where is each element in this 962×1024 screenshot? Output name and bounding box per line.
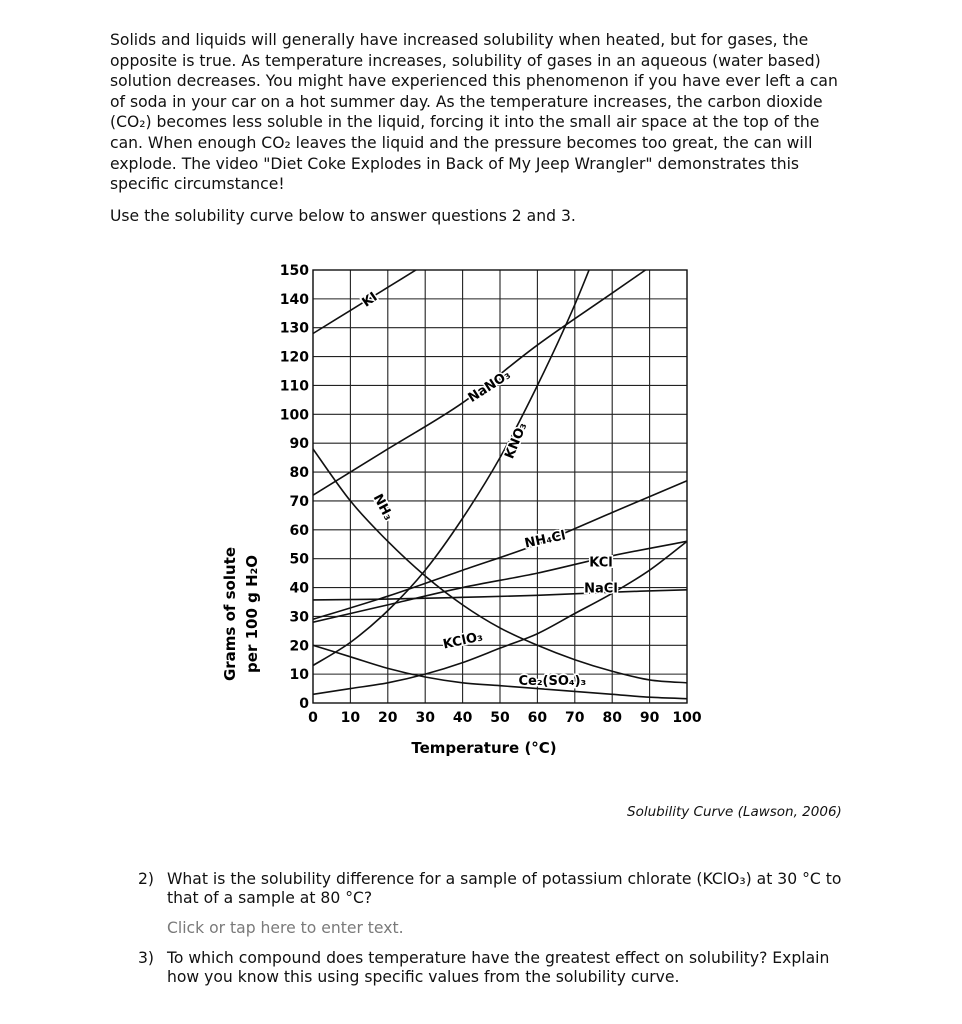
series-label-nh3: NH₃	[369, 491, 396, 524]
series-label-nacl: NaCl	[584, 581, 618, 597]
x-axis-label: Temperature (°C)	[411, 739, 557, 757]
y-tick-label: 110	[279, 378, 309, 395]
x-tick-label: 0	[308, 710, 318, 726]
y-tick-label: 150	[279, 263, 309, 279]
x-tick-label: 60	[527, 710, 548, 726]
x-tick-label: 90	[639, 710, 660, 726]
series-label-kcl: KCl	[589, 555, 613, 571]
y-tick-label: 30	[289, 609, 309, 626]
y-axis-label-line2: per 100 g H₂O	[243, 555, 261, 673]
x-tick-label: 70	[565, 710, 585, 726]
answer-input[interactable]: Click or tap here to enter text.	[167, 919, 404, 937]
y-axis-label-line1: Grams of solute	[221, 546, 239, 682]
question-number: 3)	[138, 949, 155, 967]
series-label-group	[523, 528, 567, 551]
x-tick-label: 50	[490, 710, 510, 726]
y-tick-label: 50	[289, 551, 309, 568]
y-tick-label: 10	[289, 667, 309, 684]
chart-ticks	[280, 263, 702, 726]
series-label-ce2-so4-3: Ce₂(SO₄)₃	[518, 673, 587, 689]
series-label-group	[584, 582, 618, 597]
y-tick-label: 0	[299, 696, 309, 712]
y-tick-label: 140	[279, 291, 309, 308]
y-tick-label: 100	[279, 407, 309, 424]
series-label-nh4cl: NH₄Cl	[523, 528, 568, 552]
series-label-group	[360, 290, 381, 311]
x-tick-label: 10	[340, 710, 361, 726]
series-label-group	[518, 674, 586, 689]
y-tick-label: 40	[289, 580, 309, 597]
chart-series-labels	[360, 290, 618, 689]
series-label-kno3: KNO₃	[502, 420, 531, 462]
series-label-group	[370, 492, 396, 523]
series-label-nano3: NaNO₃	[465, 367, 514, 406]
y-tick-label: 120	[279, 349, 309, 366]
x-tick-label: 40	[452, 710, 473, 726]
series-label-group	[502, 421, 530, 462]
series-label-ki: KI	[359, 289, 381, 311]
series-label-kclo3: KClO₃	[441, 629, 485, 653]
chart-caption: Solubility Curve (Lawson, 2006)	[627, 804, 842, 820]
y-tick-label: 80	[289, 465, 309, 482]
question-number: 2)	[138, 870, 155, 888]
x-tick-label: 100	[672, 710, 702, 726]
y-tick-label: 60	[289, 522, 309, 539]
x-tick-label: 20	[378, 710, 398, 726]
y-tick-label: 130	[279, 320, 309, 337]
y-tick-label: 90	[289, 436, 309, 453]
instruction-paragraph: Use the solubility curve below to answer questions 2 and 3.	[110, 207, 576, 225]
intro-paragraph: Solids and liquids will generally have increased solubility when heated, but for gases, the opposite is true. As temperature increases, solubility of gases in an aqueous (water based) solution decreases. You might have experienced this phenomenon if you have ever left a can of soda in your car on a hot summer day. As the temperature increases, the carbon dioxide (CO₂) becomes less soluble in the liquid, forcing it into the small air space at the top of the can. When enough CO₂ leaves the liquid and the pressure becomes too great, the can will explode. The video "Diet Coke Explodes in Back of My Jeep Wrangler" demonstrates this specific circumstance!	[110, 31, 838, 194]
question-text: What is the solubility difference for a sample of potassium chlorate (KClO₃) at 30 °C to that of a sample at 80 °C?	[167, 870, 842, 907]
y-tick-label: 70	[289, 493, 309, 510]
y-tick-label: 20	[289, 638, 309, 655]
chart-grid	[313, 270, 687, 703]
series-label-group	[589, 556, 613, 571]
question-text: To which compound does temperature have the greatest effect on solubility? Explain how you know this using specific values from the solubility curve.	[167, 949, 830, 986]
x-tick-label: 30	[415, 710, 435, 726]
solubility-curve-chart	[200, 258, 720, 768]
series-label-group	[466, 368, 514, 406]
x-tick-label: 80	[602, 710, 622, 726]
